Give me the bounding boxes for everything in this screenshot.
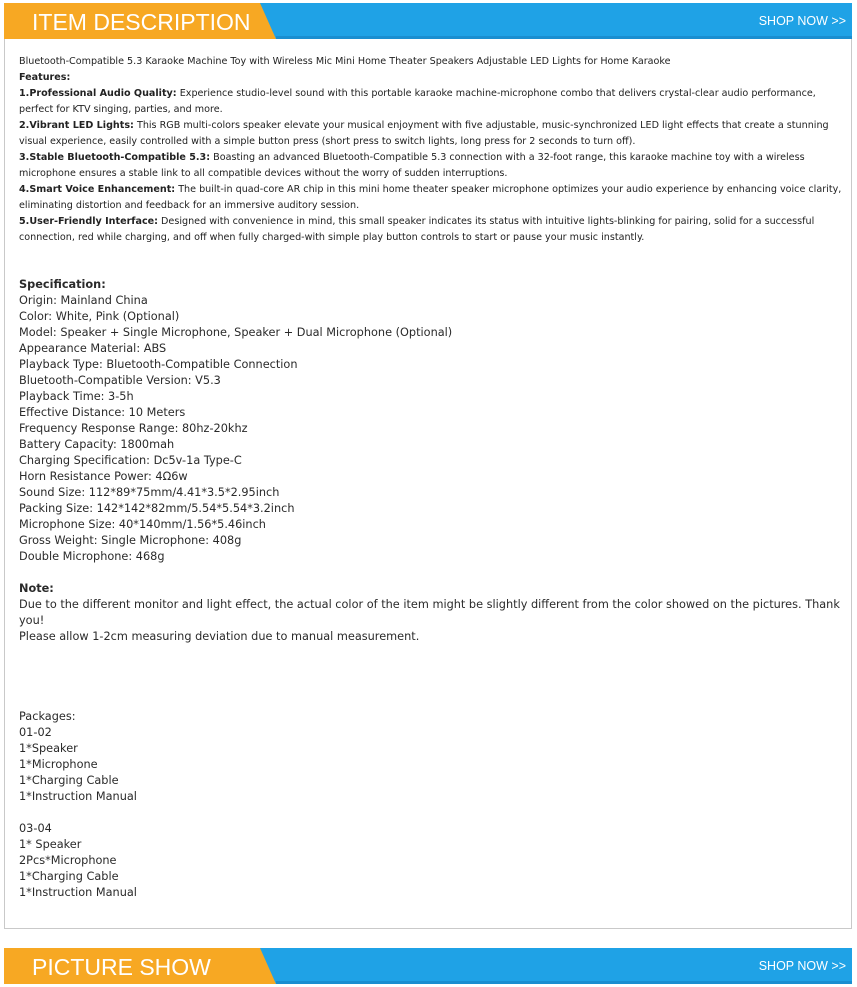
features-heading: Features: (19, 72, 71, 83)
spec-item: Model: Speaker + Single Microphone, Speaker + Dual Microphone (Optional) (19, 326, 453, 339)
feature-item (19, 118, 834, 150)
feature-head: 4.Smart Voice Enhancement: (19, 184, 176, 195)
feature-head: 5.User-Friendly Interface: (19, 216, 158, 227)
note-text: you! (19, 614, 45, 627)
feature-head: 1.Professional Audio Quality: (19, 88, 177, 99)
spec-item: Charging Specification: Dc5v-1a Type-C (19, 454, 242, 467)
feature-text: Boasting an advanced Bluetooth-Compatible 5.3 connection with a 32-foot range, this karaoke machine toy with a wireless (210, 152, 805, 163)
feature-text: microphone ensures a stable link to all compatible devices without the worry of sudden interruptions. (19, 168, 508, 179)
specification-heading: Specification: (19, 278, 106, 291)
banner-stripe (276, 981, 852, 984)
banner-title: ITEM DESCRIPTION (32, 9, 251, 35)
feature-text: The built-in quad-core AR chip in this mini home theater speaker microphone optimizes your audio experience by enhancing voice clarity, (175, 184, 842, 195)
package-item: 1*Charging Cable (19, 870, 119, 883)
package-item: 1*Speaker (19, 742, 78, 755)
package-item: 1*Instruction Manual (19, 790, 137, 803)
spec-item: Gross Weight: Single Microphone: 408g (19, 534, 242, 547)
feature-item (19, 214, 834, 246)
package-group-id: 03-04 (19, 822, 52, 835)
spec-item: Appearance Material: ABS (19, 342, 167, 355)
feature-text: visual experience, easily controlled with a simple button press (short press to switch lights, long press for 2 seconds to turn off). (19, 136, 636, 147)
banner-title: PICTURE SHOW (32, 954, 211, 980)
feature-text: connection, red while charging, and off when fully charged-with simple play button controls to start or pause your music instantly. (19, 232, 645, 243)
feature-text: This RGB multi-colors speaker elevate your musical enjoyment with five adjustable, music-synchronized LED light effects that create a stunning (133, 120, 829, 131)
specification-section (19, 277, 839, 901)
package-group-id: 01-02 (19, 726, 52, 739)
item-description-banner (4, 3, 852, 39)
spec-item: Origin: Mainland China (19, 294, 148, 307)
spec-item: Frequency Response Range: 80hz-20khz (19, 422, 248, 435)
spec-item: Horn Resistance Power: 4Ω6w (19, 470, 188, 483)
spec-item: Packing Size: 142*142*82mm/5.54*5.54*3.2inch (19, 502, 295, 515)
product-title: Bluetooth-Compatible 5.3 Karaoke Machine Toy with Wireless Mic Mini Home Theater Speakers Adjustable LED Lights for Home Karaoke (19, 56, 671, 67)
spec-item: Bluetooth-Compatible Version: V5.3 (19, 374, 221, 387)
picture-show-banner (4, 948, 852, 984)
note-text: Due to the different monitor and light effect, the actual color of the item might be slightly different from the color showed on the pictures. Thank (19, 598, 840, 611)
spec-item: Double Microphone: 468g (19, 550, 165, 563)
feature-text: perfect for KTV singing, parties, and more. (19, 104, 223, 115)
feature-head: 2.Vibrant LED Lights: (19, 120, 134, 131)
feature-head: 3.Stable Bluetooth-Compatible 5.3: (19, 152, 211, 163)
spec-item: Sound Size: 112*89*75mm/4.41*3.5*2.95inch (19, 486, 280, 499)
note-text: Please allow 1-2cm measuring deviation due to manual measurement. (19, 630, 420, 643)
package-item: 1*Charging Cable (19, 774, 119, 787)
feature-text: Experience studio-level sound with this portable karaoke machine-microphone combo that delivers crystal-clear audio performance, (176, 88, 816, 99)
spec-item: Color: White, Pink (Optional) (19, 310, 180, 323)
spec-item: Playback Time: 3-5h (19, 390, 134, 403)
package-item: 2Pcs*Microphone (19, 854, 117, 867)
feature-item (19, 150, 834, 182)
product-description (19, 54, 842, 246)
feature-text: Designed with convenience in mind, this small speaker indicates its status with intuitive lights-blinking for pairing, solid for a successful (158, 216, 815, 227)
spec-item: Effective Distance: 10 Meters (19, 406, 186, 419)
note-heading: Note: (19, 582, 54, 595)
spec-item: Microphone Size: 40*140mm/1.56*5.46inch (19, 518, 266, 531)
feature-text: eliminating distortion and feedback for an immersive auditory session. (19, 200, 360, 211)
package-item: 1*Instruction Manual (19, 886, 137, 899)
packages-heading: Packages: (19, 710, 76, 723)
package-item: 1*Microphone (19, 758, 98, 771)
feature-item (19, 86, 834, 118)
shop-now-link[interactable]: SHOP NOW >> (758, 14, 846, 28)
shop-now-link[interactable]: SHOP NOW >> (758, 959, 846, 973)
spec-item: Battery Capacity: 1800mah (19, 438, 175, 451)
package-item: 1* Speaker (19, 838, 82, 851)
feature-item (19, 182, 842, 214)
spec-item: Playback Type: Bluetooth-Compatible Connection (19, 358, 298, 371)
